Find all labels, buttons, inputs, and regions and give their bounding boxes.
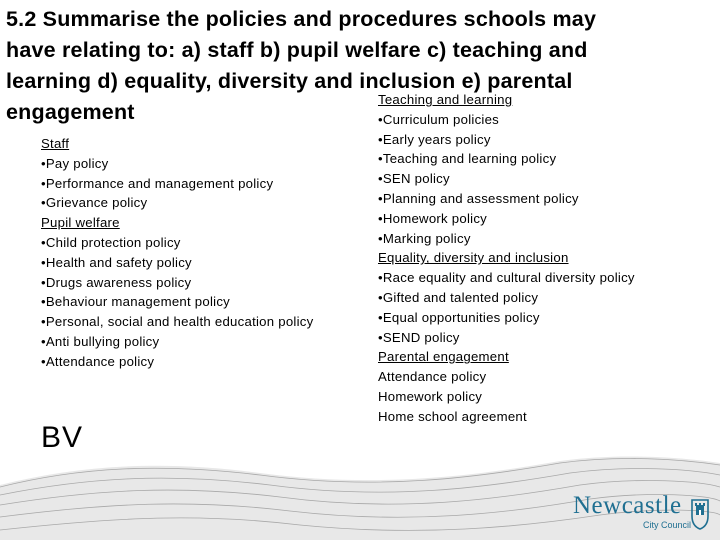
list-item: • Planning and assessment policy bbox=[378, 189, 635, 209]
left-column bbox=[41, 134, 313, 372]
author-initials: BV bbox=[41, 421, 84, 454]
right-column bbox=[378, 90, 635, 427]
title-line: engagement bbox=[6, 100, 135, 124]
list-item: Homework policy bbox=[378, 388, 483, 404]
list-item: • Health and safety policy bbox=[41, 253, 313, 273]
list-item: • Homework policy bbox=[378, 209, 635, 229]
list-item: • Teaching and learning policy bbox=[378, 149, 635, 169]
title-line: have relating to: a) staff b) pupil welfare c) teaching and bbox=[6, 38, 588, 62]
list-item: • Marking policy bbox=[378, 229, 635, 249]
parental-engagement-heading: Parental engagement bbox=[378, 349, 509, 365]
list-item: • Gifted and talented policy bbox=[378, 288, 635, 308]
list-item: • Attendance policy bbox=[41, 352, 313, 372]
pupil-welfare-heading: Pupil welfare bbox=[41, 215, 120, 231]
list-item: Attendance policy bbox=[378, 369, 487, 385]
list-item: • Equal opportunities policy bbox=[378, 308, 635, 328]
equality-heading: Equality, diversity and inclusion bbox=[378, 250, 569, 266]
list-item: • SEN policy bbox=[378, 169, 635, 189]
list-item: • SEND policy bbox=[378, 328, 635, 348]
teaching-learning-heading: Teaching and learning bbox=[378, 92, 513, 107]
list-item: • Behaviour management policy bbox=[41, 292, 313, 312]
list-item: Home school agreement bbox=[378, 408, 527, 424]
list-item: • Anti bullying policy bbox=[41, 332, 313, 352]
title-line: 5.2 Summarise the policies and procedures schools may bbox=[6, 7, 597, 31]
list-item: • Early years policy bbox=[378, 130, 635, 150]
list-item: • Personal, social and health education policy bbox=[41, 312, 313, 332]
list-item: • Pay policy bbox=[41, 154, 313, 174]
staff-heading: Staff bbox=[41, 136, 70, 151]
logo-wordmark: Newcastle bbox=[573, 492, 682, 519]
title-line: learning d) equality, diversity and inclusion e) parental bbox=[6, 69, 573, 93]
logo-subtitle: City Council bbox=[643, 520, 692, 530]
list-item: • Performance and management policy bbox=[41, 174, 313, 194]
list-item: • Child protection policy bbox=[41, 233, 313, 253]
list-item: • Grievance policy bbox=[41, 193, 313, 213]
list-item: • Drugs awareness policy bbox=[41, 273, 313, 293]
castle-crest-icon bbox=[689, 496, 711, 530]
list-item: • Curriculum policies bbox=[378, 110, 635, 130]
newcastle-logo bbox=[571, 492, 711, 534]
list-item: • Race equality and cultural diversity policy bbox=[378, 268, 635, 288]
